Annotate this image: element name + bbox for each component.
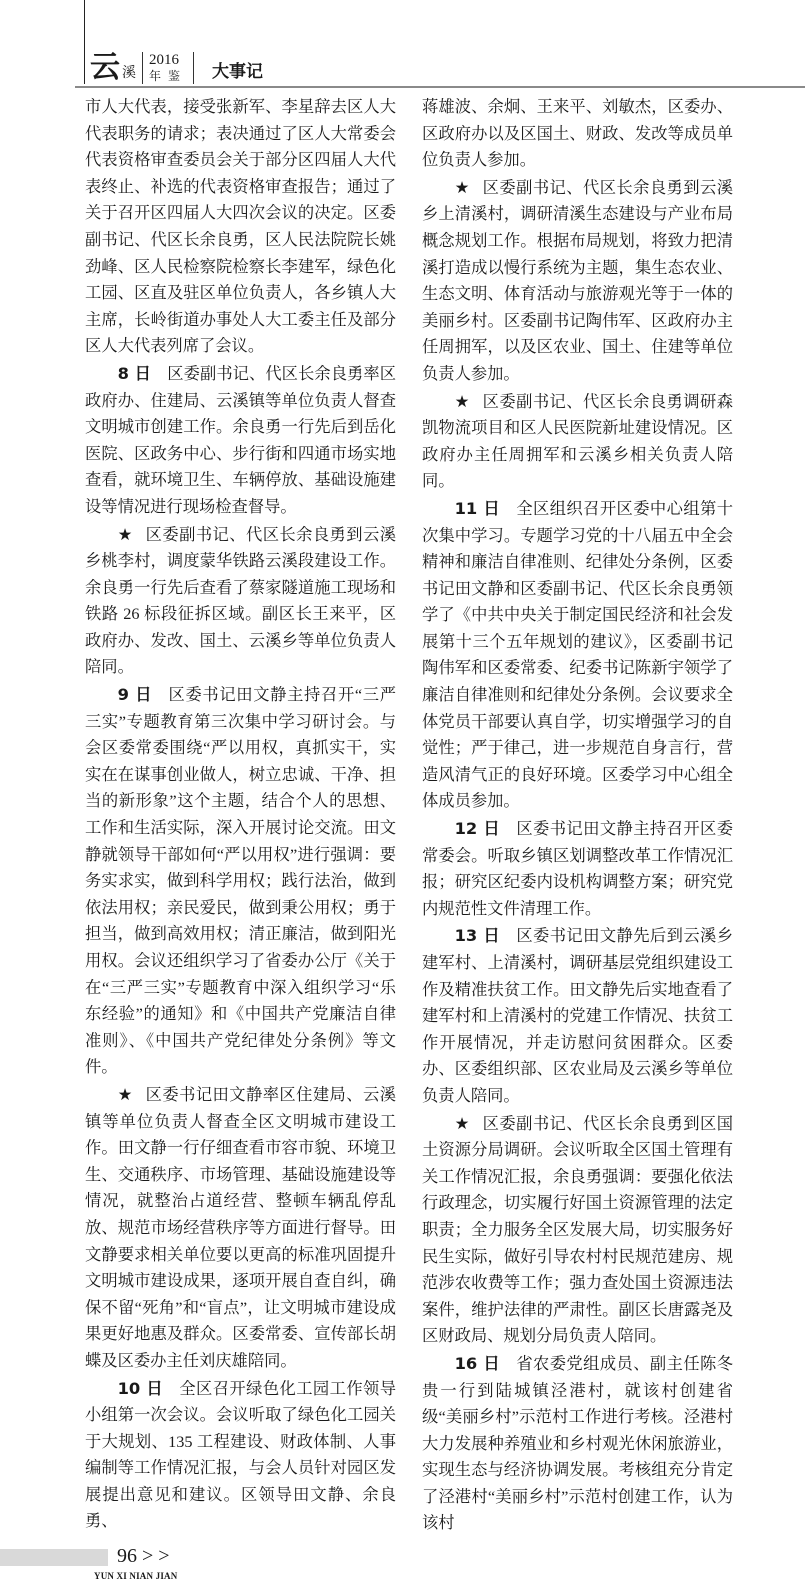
entry-date: 16 日 xyxy=(454,1353,501,1373)
header-vertical-rule xyxy=(84,0,85,84)
continued-paragraph xyxy=(422,94,733,174)
entry-text: 区委书记田文静先后到云溪乡建军村、上清溪村，调研基层党组织建设工作及精准扶贫工作。田文静先后实地查看了建军村和上清溪村的党建工作情况、扶贫工作开展情况，并走访慰问贫困群众。区委办、区委组织部、区农业局及云溪乡等单位负责人陪同。 xyxy=(422,926,733,1105)
page-arrows: > > xyxy=(142,1545,170,1568)
entry-text: 区委书记田文静率区住建局、云溪镇等单位负责人督查全区文明城市建设工作。田文静一行仔细查看市容市貌、环境卫生、交通秩序、市场管理、基础设施建设等情况，就整治占道经营、整顿车辆乱停乱放、规范市场经营秩序等方面进行督导。田文静要求相关单位要以更高的标准巩固提升文明城市建设成果，逐项开展自查自纠，确保不留“死角”和“盲点”，让文明城市建设成果更好地惠及群众。区委常委、宣传部长胡蝶及区委办主任刘庆雄陪同。 xyxy=(85,1084,396,1370)
body-columns xyxy=(0,94,805,1538)
entry-paragraph xyxy=(422,816,733,922)
entry-text: 区委副书记、代区长余良勇率区政府办、住建局、云溪镇等单位负责人督查文明城市创建工作。余良勇一行先后到岳化医院、区政务中心、步行街和四通市场实地查看，就环境卫生、车辆停放、基础设施建设等情况进行现场检查督导。 xyxy=(85,363,396,516)
yearbook-label xyxy=(149,52,187,84)
entry-paragraph xyxy=(85,361,396,521)
star-icon: ★ xyxy=(454,391,470,411)
star-icon: ★ xyxy=(454,177,470,197)
entry-paragraph xyxy=(422,923,733,1109)
page-footer xyxy=(0,1544,805,1594)
logo-character-xi: 溪 xyxy=(122,66,136,81)
entry-date: 10 日 xyxy=(117,1378,164,1398)
header-separator xyxy=(142,52,143,84)
entry-paragraph xyxy=(85,522,396,682)
entry-text: 区委书记田文静主持召开区委常委会。听取乡镇区划调整改革工作情况汇报；研究区纪委内设机构调整方案；研究党内规范性文件清理工作。 xyxy=(422,819,733,918)
entry-paragraph xyxy=(85,1376,396,1536)
entry-text: 区委副书记、代区长余良勇到区国土资源分局调研。会议听取全区国土管理有关工作情况汇报，余良勇强调：要强化依法行政理念，切实履行好国土资源管理的法定职责；全力服务全区发展大局，切实服务好民生实际，做好引导农村村民规范建房、规范涉农收费等工作；强力查处国土资源违法案件，维护法律的严肃性。副区长唐露尧及区财政局、规划分局负责人陪同。 xyxy=(422,1113,733,1346)
star-icon: ★ xyxy=(454,1113,470,1133)
entry-text: 市人大代表，接受张新军、李星辞去区人大代表职务的请求；表决通过了区人大常委会代表资格审查委员会关于部分区四届人大代表终止、补选的代表资格审查报告；通过了关于召开区四届人大四次会议的决定。区委副书记、代区长余良勇，区人民法院院长姚劲峰、区人民检察院检察长李建军，绿色化工园、区直及驻区单位负责人，各乡镇人大主席，长岭街道办事处人大工委主任及部分区人大代表列席了会议。 xyxy=(85,97,396,356)
entry-paragraph xyxy=(422,389,733,495)
yearbook-text: 年鉴 xyxy=(149,69,188,83)
entry-text: 区委书记田文静主持召开“三严三实”专题教育第三次集中学习研讨会。与会区委常委围绕“严以用权，真抓实干，实实在在谋事创业做人，树立忠诚、干净、担当的新形象”这个主题，结合个人的思想、工作和生活实际，深入开展讨论交流。田文静就领导干部如何“严以用权”进行强调：要务实求实，做到科学用权；践行法治，做到依法用权；亲民爱民，做到秉公用权；勇于担当，做到高效用权；清正廉洁，做到阳光用权。会议还组织学习了省委办公厅《关于在“三严三实”专题教育中深入组织学习“乐东经验”的通知》和《中国共产党廉洁自律准则》、《中国共产党纪律处分条例》等文件。 xyxy=(85,685,396,1077)
entry-date: 9 日 xyxy=(117,685,153,705)
entry-date: 11 日 xyxy=(454,498,501,518)
left-column xyxy=(85,94,396,1536)
footer-subtitle: YUN XI NIAN JIAN xyxy=(94,1571,178,1582)
entry-text: 区委副书记、代区长余良勇到云溪乡上清溪村，调研清溪生态建设与产业布局概念规划工作。根据布局规划，将致力把清溪打造成以慢行系统为主题，集生态农业、生态文明、体育活动与旅游观光等于一体的美丽乡村。区委副书记陶伟军、区政府办主任周拥军，以及区农业、国土、住建等单位负责人参加。 xyxy=(422,177,733,383)
header-separator xyxy=(193,52,194,84)
continued-paragraph xyxy=(85,94,396,360)
entry-paragraph xyxy=(85,1082,396,1375)
entry-paragraph xyxy=(422,175,733,388)
entry-text: 区委副书记、代区长余良勇调研森凯物流项目和区人民医院新址建设情况。区政府办主任周拥军和云溪乡相关负责人陪同。 xyxy=(422,391,733,491)
logo-character-yun: 云 xyxy=(90,51,120,84)
footer-bar xyxy=(0,1549,108,1566)
right-column xyxy=(422,94,733,1538)
entry-text: 全区组织召开区委中心组第十次集中学习。专题学习党的十八届五中全会精神和廉洁自律准则、纪律处分条例，区委书记田文静和区委副书记、代区长余良勇领学了《中共中央关于制定国民经济和社会发展第十三个五年规划的建议》，区委副书记陶伟军和区委常委、纪委书记陈新宇领学了廉洁自律准则和纪律处分条例。会议要求全体党员干部要认真自学，切实增强学习的自觉性；严于律己，进一步规范自身言行，营造风清气正的良好环境。区委学习中心组全体成员参加。 xyxy=(422,498,733,811)
entry-text: 省农委党组成员、副主任陈冬贵一行到陆城镇泾港村，就该村创建省级“美丽乡村”示范村工作进行考核。泾港村大力发展种养殖业和乡村观光休闲旅游业，实现生态与经济协调发展。考核组充分肯定了泾港村“美丽乡村”示范村创建工作，认为该村 xyxy=(422,1353,733,1533)
section-title: 大事记 xyxy=(212,62,264,82)
page-top xyxy=(0,0,805,94)
entry-date: 12 日 xyxy=(454,819,501,839)
entry-text: 全区召开绿色化工园工作领导小组第一次会议。会议听取了绿色化工园关于大规划、135 工程建设、财政体制、人事编制等工作情况汇报，与会人员针对园区发展提出意见和建议。区领导田文静、余良勇、 xyxy=(85,1378,396,1531)
entry-paragraph xyxy=(422,496,733,815)
entry-paragraph xyxy=(85,682,396,1081)
star-icon: ★ xyxy=(117,524,133,544)
entry-date: 13 日 xyxy=(454,926,501,946)
entry-paragraph xyxy=(422,1111,733,1350)
entry-text: 蒋雄波、余炯、王来平、刘敏杰，区委办、区政府办以及区国土、财政、发改等成员单位负责人参加。 xyxy=(422,97,733,170)
page-number xyxy=(117,1544,170,1568)
entry-date: 8 日 xyxy=(117,363,151,383)
star-icon: ★ xyxy=(117,1084,133,1104)
running-header xyxy=(90,48,263,84)
header-rule xyxy=(75,86,805,88)
entry-paragraph xyxy=(422,1351,733,1537)
entry-text: 区委副书记、代区长余良勇到云溪乡桃李村，调度蒙华铁路云溪段建设工作。余良勇一行先后查看了蔡家隧道施工现场和铁路 26 标段征拆区域。副区长王来平，区政府办、发改、国土、云溪乡等单位负责人陪同。 xyxy=(85,524,396,677)
page-number-value: 96 xyxy=(117,1545,137,1568)
year: 2016 xyxy=(149,52,179,68)
